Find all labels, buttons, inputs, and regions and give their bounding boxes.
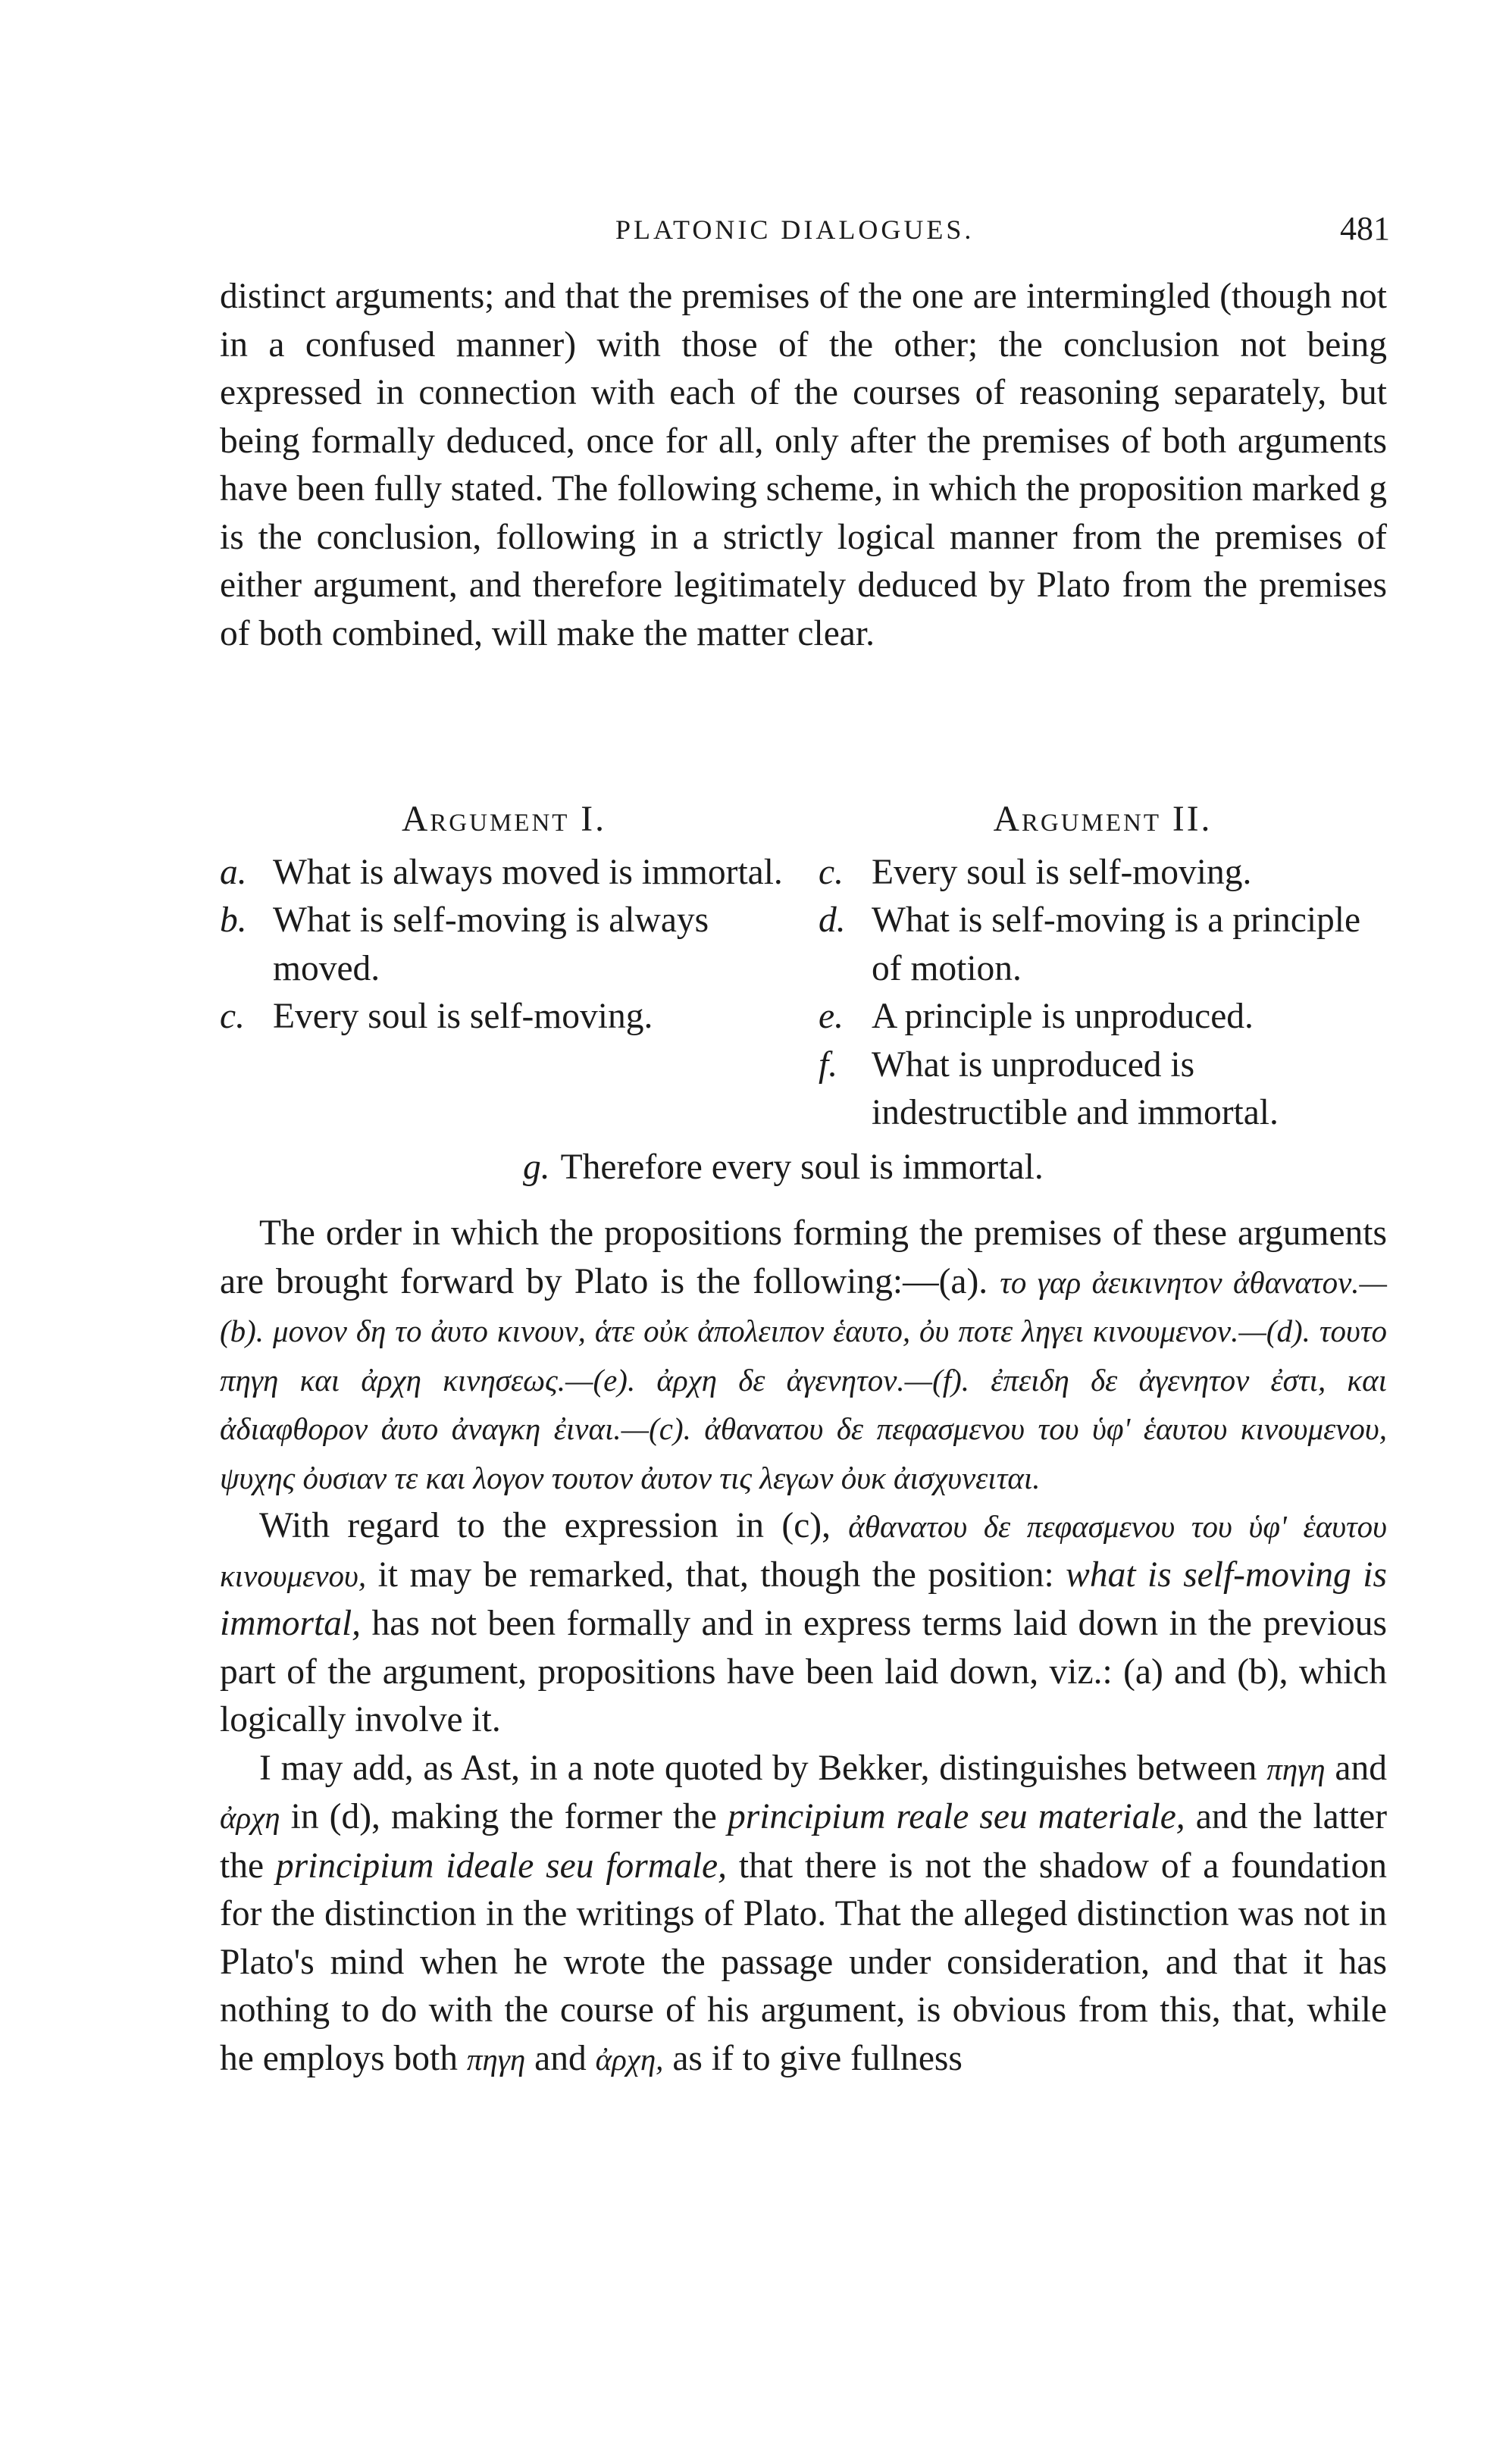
- ast-greek: πηγη: [466, 2041, 526, 2077]
- ast-text: as if to give fullness: [672, 2038, 963, 2078]
- argument-1-item: [220, 849, 788, 897]
- item-letter: b.: [220, 900, 247, 940]
- regard-paragraph: [220, 1502, 1387, 1745]
- item-letter: f.: [819, 1044, 838, 1085]
- item-letter: e.: [819, 997, 844, 1036]
- item-text: A principle is unproduced.: [872, 997, 1254, 1036]
- ast-text: and: [1335, 1748, 1388, 1788]
- regard-tail: has not been formally and in express terms laid down in the previous part of the argument, propositions have been laid down, viz.: (a) and (b), which logically involve it.: [220, 1604, 1388, 1739]
- conclusion-letter: g.: [523, 1147, 550, 1187]
- item-letter: d.: [819, 900, 846, 940]
- ast-text: in (d), making the former the: [290, 1797, 717, 1836]
- regard-italic: what is self-moving is immortal,: [220, 1555, 1387, 1643]
- item-letter: c.: [220, 997, 245, 1036]
- item-text: What is unproduced is indestructible and immortal.: [872, 1044, 1279, 1132]
- argument-1-title: Argument I.: [401, 800, 607, 839]
- item-text: What is always moved is immortal.: [273, 852, 783, 892]
- ast-greek: πηγη: [1266, 1751, 1326, 1786]
- order-lead: The order in which the propositions forming the premises of these arguments are brought forward by Plato is the following:—(a).: [220, 1213, 1387, 1301]
- argument-2-column: [819, 796, 1387, 1138]
- argument-2-item: [819, 897, 1387, 993]
- intro-text: distinct arguments; and that the premises of the one are intermingled (though not in a confused manner) with those of the other; the conclusion not being expressed in connection with each of the courses of reasoning separately, but being formally deduced, once for all, only after the premises of both arguments have been fully stated. The following scheme, in which the proposition marked g is the conclusion, following in a strictly logical manner from the premises of either argument, and therefore legitimately deduced by Plato from the premises of both combined, will make the matter clear.: [220, 277, 1387, 653]
- argument-2-title: Argument II.: [993, 800, 1213, 839]
- argument-1-column: [220, 796, 788, 1041]
- conclusion-text: Therefore every soul is immortal.: [560, 1147, 1044, 1187]
- argument-2-item: [819, 1041, 1387, 1138]
- item-letter: c.: [819, 852, 844, 892]
- regard-greek: ἀθανατου δε πεφασμενου του ὑφ' ἑαυτου κινουμενου,: [220, 1509, 1388, 1593]
- page-number: 481: [1340, 210, 1390, 247]
- order-paragraph: [220, 1210, 1387, 1502]
- regard-mid: it may be remarked, that, though the position:: [377, 1555, 1054, 1595]
- ast-text: and: [534, 2038, 587, 2078]
- body-paragraphs: [220, 1210, 1387, 2084]
- ast-text: that there is not the shadow of a foundation for the distinction in the writings of Plato. That the alleged distinction was not in Plato's mind when he wrote the passage under consideration, and that it has nothing to do with the course of his argument, is obvious from this, that, while he employs both: [220, 1846, 1388, 2078]
- item-text: Every soul is self-moving.: [872, 852, 1252, 892]
- ast-italic: principium ideale seu formale,: [275, 1846, 728, 1886]
- ast-text: and the latter the: [220, 1797, 1388, 1886]
- ast-italic: principium reale seu materiale,: [727, 1797, 1185, 1836]
- ast-greek: ἀρχη,: [595, 2041, 664, 2077]
- intro-paragraph: [220, 273, 1387, 658]
- ast-greek: ἀρχη: [220, 1800, 280, 1835]
- argument-2-item: [819, 849, 1387, 897]
- argument-2-item: [819, 993, 1387, 1041]
- item-letter: a.: [220, 852, 247, 892]
- conclusion-line: [523, 1144, 1044, 1192]
- argument-scheme: [220, 796, 1387, 1190]
- ast-text: I may add, as Ast, in a note quoted by Bekker, distinguishes between: [259, 1748, 1257, 1788]
- item-text: Every soul is self-moving.: [273, 997, 653, 1036]
- argument-1-item: [220, 897, 788, 993]
- argument-1-item: [220, 993, 788, 1041]
- page-header: [0, 210, 1512, 259]
- ast-paragraph: [220, 1745, 1387, 2084]
- running-title: PLATONIC DIALOGUES.: [615, 214, 975, 245]
- item-text: What is self-moving is always moved.: [273, 900, 709, 988]
- regard-lead: With regard to the expression in (c),: [259, 1506, 831, 1545]
- item-text: What is self-moving is a principle of motion.: [872, 900, 1361, 988]
- order-greek-quotation: το γαρ ἀεικινητον ἀθανατον.—(b). μονον δη το ἀυτο κινουν, ἁτε οὐκ ἀπολειπον ἑαυτο, ὀυ ποτε ληγει κινουμενον.—(d). τουτο πηγη και ἀρχη κινησεως.—(e). ἀρχη δε ἀγενητον.—(f). ἐπειδη δε ἀγενητον ἐστι, και ἀδιαφθορον ἀυτο ἀναγκη ἐιναι.—(c). ἀθανατου δε πεφασμενου του ὑφ' ἑαυτου κινουμενου, ψυχης ὀυσιαν τε και λογον τουτον ἀυτον τις λεγων ὀυκ ἀισχυνειται.: [220, 1264, 1388, 1495]
